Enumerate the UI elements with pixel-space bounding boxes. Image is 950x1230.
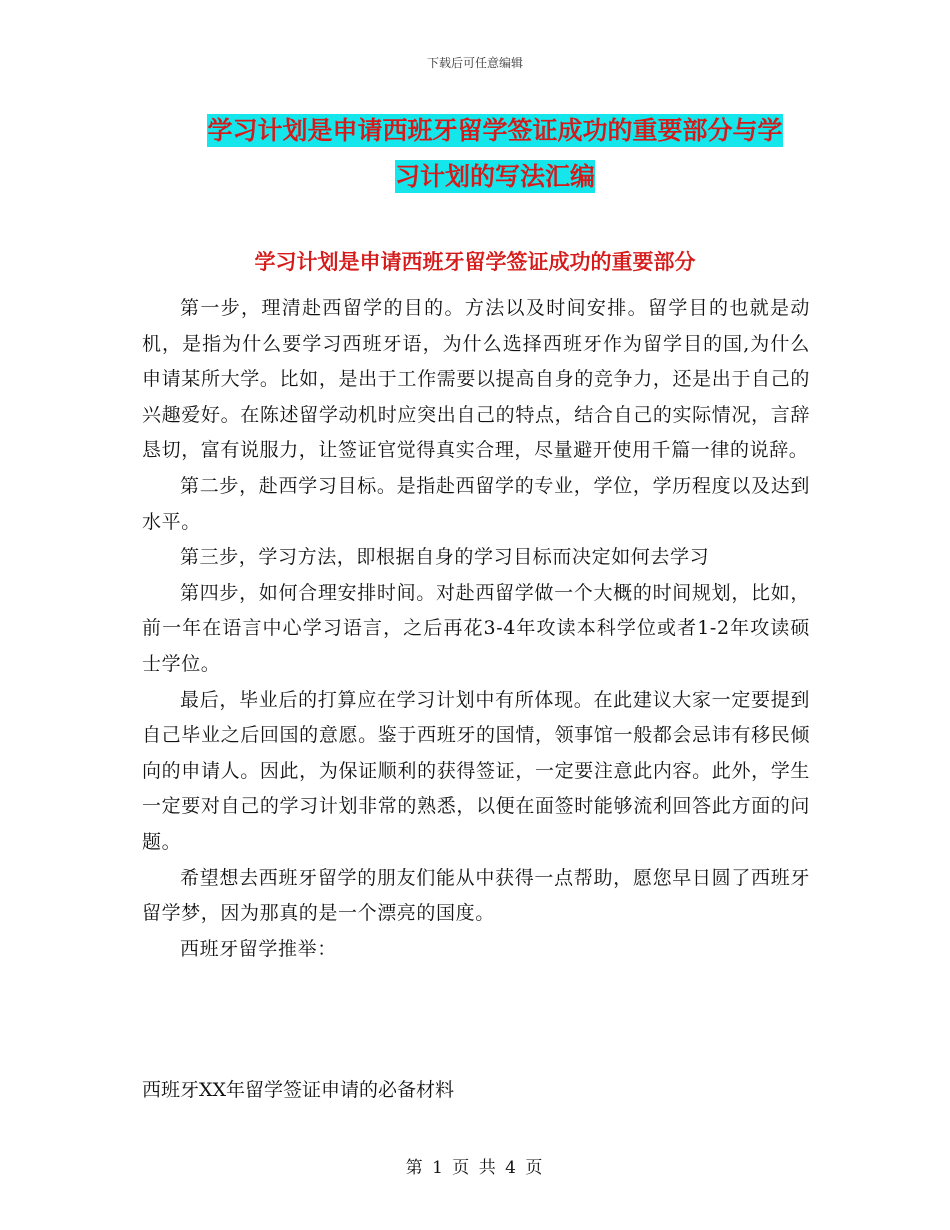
- document-title: [140, 108, 850, 200]
- paragraph: 希望想去西班牙留学的朋友们能从中获得一点帮助，愿您早日圆了西班牙留学梦，因为那真的是一个漂亮的国度。: [142, 866, 810, 925]
- sub-heading: 西班牙XX年留学签证申请的必备材料: [142, 1079, 455, 1101]
- paragraph: 第二步，赴西学习目标。是指赴西留学的专业，学位，学历程度以及达到水平。: [142, 474, 810, 533]
- title-line-2: 习计划的写法汇编: [394, 162, 595, 191]
- body-text: [142, 291, 810, 967]
- paragraph: 西班牙留学推举：: [180, 937, 337, 960]
- paragraph: 第四步，如何合理安排时间。对赴西留学做一个大概的时间规划，比如，前一年在语言中心学习语言，之后再花3-4年攻读本科学位或者1-2年攻读硕士学位。: [142, 581, 810, 675]
- section-title: 学习计划是申请西班牙留学签证成功的重要部分: [254, 250, 696, 274]
- paragraph: 第一步，理清赴西留学的目的。方法以及时间安排。留学目的也就是动机，是指为什么要学习西班牙语，为什么选择西班牙作为留学目的国,为什么申请某所大学。比如，是出于工作需要以提高自身的竞争力，还是出于自己的兴趣爱好。在陈述留学动机时应突出自己的特点，结合自己的实际情况，言辞恳切，富有说服力，让签证官觉得真实合理，尽量避开使用千篇一律的说辞。: [142, 297, 810, 462]
- page-number-footer: 第 1 页 共 4 页: [405, 1158, 545, 1178]
- header-note: 下载后可任意编辑: [426, 56, 523, 70]
- paragraph: 第三步，学习方法，即根据自身的学习目标而决定如何去学习: [180, 546, 710, 569]
- paragraph: 最后，毕业后的打算应在学习计划中有所体现。在此建议大家一定要提到自己毕业之后回国的意愿。鉴于西班牙的国情，领事馆一般都会忌讳有移民倾向的申请人。因此，为保证顺利的获得签证，一定要注意此内容。此外，学生一定要对自己的学习计划非常的熟悉，以便在面签时能够流利回答此方面的问题。: [142, 688, 810, 853]
- title-line-1: 学习计划是申请西班牙留学签证成功的重要部分与学: [207, 116, 783, 145]
